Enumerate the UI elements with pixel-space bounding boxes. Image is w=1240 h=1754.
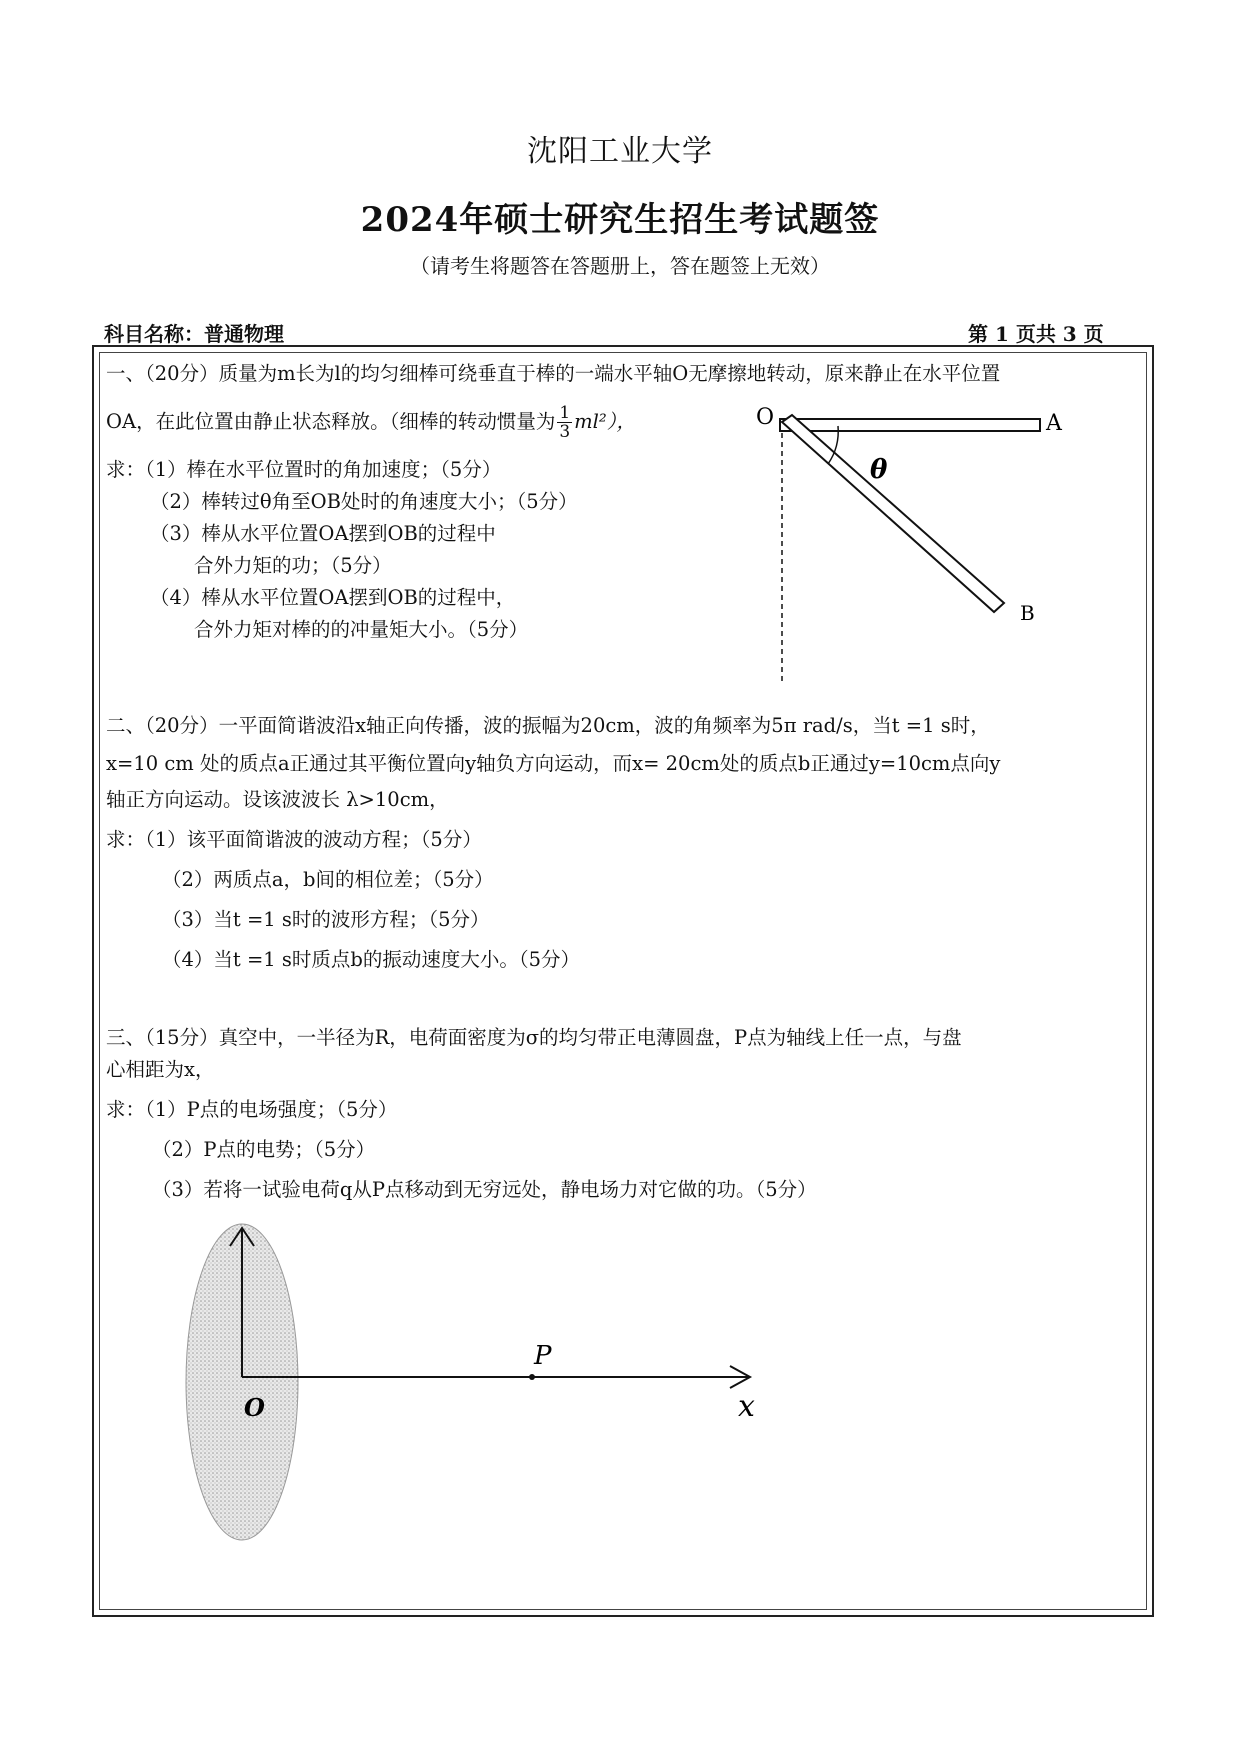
q1-sub2: （2）棒转过θ角至OB处时的角速度大小；（5分） — [150, 490, 578, 513]
point-p — [529, 1374, 535, 1380]
q3-sub2: （2）P点的电势；（5分） — [152, 1138, 376, 1161]
label-b: B — [1020, 601, 1035, 625]
q2-sub3: （3）当t =1 s时的波形方程；（5分） — [162, 908, 490, 931]
inertia-fraction — [557, 404, 572, 441]
q1-sub1: 求：（1）棒在水平位置时的角加速度；（5分） — [106, 458, 502, 481]
label-x: x — [738, 1389, 755, 1424]
q1-sub4b: 合外力矩对棒的的冲量矩大小。（5分） — [194, 618, 529, 641]
exam-title: 2024年硕士研究生招生考试题签 — [360, 200, 880, 240]
disk-diagram — [160, 1212, 780, 1552]
q1-line1: 一、（20分）质量为m长为l的均匀细棒可绕垂直于棒的一端水平轴O无摩擦地转动，原来静止在水平位置 — [106, 362, 1001, 385]
label-theta: θ — [870, 455, 888, 485]
university-name: 沈阳工业大学 — [527, 134, 713, 169]
q1-sub3a: （3）棒从水平位置OA摆到OB的过程中 — [150, 522, 496, 545]
label-o: O — [756, 405, 775, 430]
exam-notice: （请考生将题答在答题册上，答在题签上无效） — [410, 254, 830, 278]
q1-sub3b: 合外力矩的功；（5分） — [194, 554, 392, 577]
q1-line2-post: ml²）， — [574, 410, 636, 433]
q2-sub4: （4）当t =1 s时质点b的振动速度大小。（5分） — [162, 948, 581, 971]
q1-line2 — [106, 404, 636, 441]
q3-sub1: 求：（1）P点的电场强度；（5分） — [106, 1098, 398, 1121]
label-origin: O — [244, 1393, 265, 1422]
q2-line3: 轴正方向运动。设该波波长 λ>10cm， — [106, 788, 449, 811]
label-p: P — [534, 1341, 552, 1371]
label-a: A — [1046, 411, 1062, 436]
fraction-denominator: 3 — [559, 422, 571, 442]
q2-sub2: （2）两质点a，b间的相位差；（5分） — [162, 868, 494, 891]
fraction-numerator: 1 — [559, 403, 571, 423]
q3-line1: 三、（15分）真空中，一半径为R，电荷面密度为σ的均匀带正电薄圆盘，P点为轴线上任一点，与盘 — [106, 1026, 962, 1049]
q3-line2: 心相距为x， — [106, 1058, 215, 1081]
rod-diagram — [740, 400, 1080, 690]
q1-sub4a: （4）棒从水平位置OA摆到OB的过程中， — [150, 586, 516, 609]
q2-line2: x=10 cm 处的质点a正通过其平衡位置向y轴负方向运动，而x= 20cm处的质点b正通过y=10cm点向y — [106, 752, 1001, 775]
q1-line2-pre: OA，在此位置由静止状态释放。（细棒的转动惯量为 — [106, 410, 556, 433]
rod-ob — [782, 415, 1004, 612]
q3-sub3: （3）若将一试验电荷q从P点移动到无穷远处，静电场力对它做的功。（5分） — [152, 1178, 817, 1201]
subject-name: 科目名称：普通物理 — [104, 322, 284, 346]
q2-sub1: 求：（1）该平面简谐波的波动方程；（5分） — [106, 828, 482, 851]
rod-oa — [780, 419, 1040, 431]
q2-line1: 二、（20分）一平面简谐波沿x轴正向传播，波的振幅为20cm，波的角频率为5π rad/s，当t =1 s时， — [106, 714, 990, 737]
page-info: 第 1 页共 3 页 — [968, 322, 1104, 346]
